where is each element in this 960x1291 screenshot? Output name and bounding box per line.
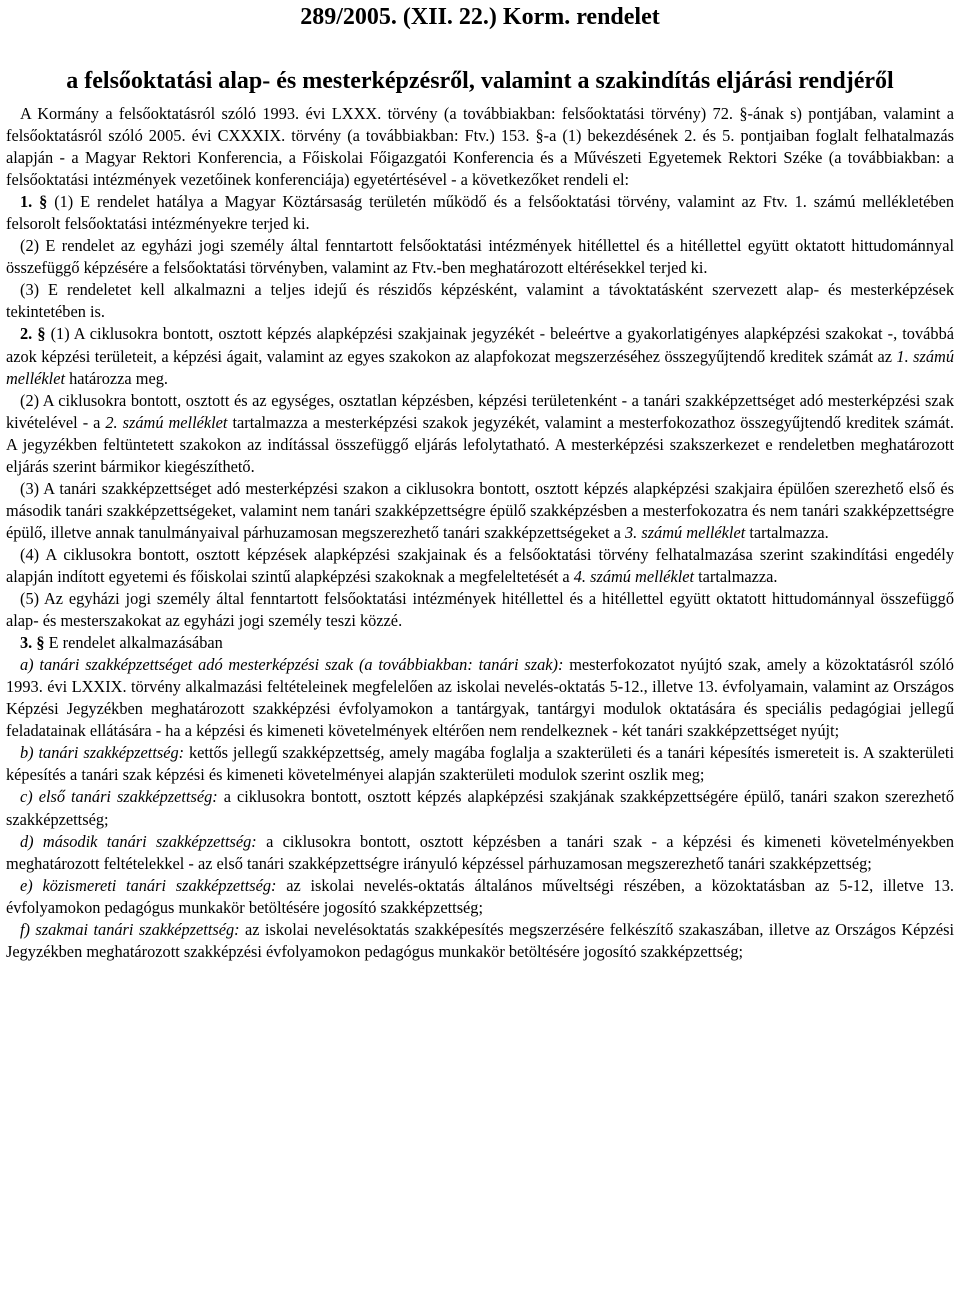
paragraph-text: tartalmazza a mesterképzési szakok jegyzékét, valamint a mesterfokozathoz összegyűjtendő kreditek számát. A jegyzékben feltüntetett szakokon az indítással összefüggő eljárás lefolytatható. A mesterképzési szakszerkezet e rendeletben meghatározott eljárás szerint bármikor kiegészíthető. [6, 412, 954, 476]
section-2-paragraph-2 [6, 390, 954, 478]
definition-text: a ciklusokra bontott, osztott képzésben a tanári szak - a képzési és kimeneti követelményekben meghatározott feltételekkel - az első tanári szakképzettségre irányuló képzéssel párhuzamosan megszerezhető tanári szakképzettség; [6, 831, 954, 873]
defined-term: e) közismereti tanári szakképzettség: [20, 875, 277, 895]
paragraph-text: tartalmazza. [745, 522, 829, 542]
section-number: 2. § [20, 324, 46, 344]
preamble: A Kormány a felsőoktatásról szóló 1993. évi LXXX. törvény (a továbbiakban: felsőoktatási törvény) 72. §-ának s) pontjában, valamint a felsőoktatásról szóló 2005. évi CXXXIX. törvény (a továbbiakban: Ftv.) 153. §-a (1) bekezdésének 2. és 5. pontjaiban foglalt felhatalmazás alapján - a Magyar Rektori Konferencia, a Főiskolai Főigazgatói Konferencia és a Művészeti Egyetemek Rektori Széke (a továbbiakban: a felsőoktatási intézmények vezetőinek konferenciája) egyetértésével - a következőket rendeli el: [6, 104, 954, 190]
section-1-paragraph-2: (2) E rendelet az egyházi jogi személy által fenntartott felsőoktatási intézmények hitéllettel és a hitéllettel együtt oktatott hittudománnyal összefüggő képzésére a felsőoktatási törvényben, valamint az Ftv.-ben meghatározott eltérésekkel terjed ki. [6, 236, 954, 278]
annex-reference: 4. számú melléklet [573, 566, 695, 586]
annex-reference: 2. számú melléklet [105, 412, 228, 432]
defined-term: d) második tanári szakképzettség: [20, 831, 257, 851]
defined-term: b) tanári szakképzettség: [20, 743, 185, 763]
section-number: 3. § [20, 633, 45, 653]
paragraph-text: határozza meg. [64, 368, 168, 388]
definition-a [6, 654, 954, 742]
definition-d [6, 831, 954, 875]
definition-f [6, 919, 954, 963]
section-number: 1. § [20, 192, 48, 212]
defined-term: c) első tanári szakképzettség: [20, 787, 218, 807]
section-1-paragraph-1 [6, 191, 954, 235]
document-subtitle: a felsőoktatási alap- és mesterképzésről, valamint a szakindítás eljárási rendjéről [66, 68, 894, 94]
paragraph-text: (4) A ciklusokra bontott, osztott képzések alapképzési szakjainak és a felsőoktatási törvény felhatalmazása szerint szakindítási engedély alapján indított egyetemi és főiskolai szintű alapképzési szakoknak a megfeleltetését a [6, 544, 954, 586]
annex-reference: 1. számú melléklet [6, 346, 954, 388]
paragraph-text: (1) E rendelet hatálya a Magyar Köztársaság területén működő és a felsőoktatási törvény, valamint az Ftv. 1. számú mellékletében felsorolt felsőoktatási intézményekre terjed ki. [6, 192, 955, 234]
section-2-paragraph-1 [6, 323, 954, 389]
section-1-paragraph-3: (3) E rendeletet kell alkalmazni a teljes idejű és részidős képzésként, valamint a távoktatásként szervezett alap- és mesterképzések tekintetében is. [6, 280, 954, 322]
defined-term: f) szakmai tanári szakképzettség: [20, 919, 240, 939]
section-2-paragraph-4 [6, 544, 954, 588]
definition-e [6, 875, 954, 919]
paragraph-text: E rendelet alkalmazásában [48, 633, 223, 653]
paragraph-text: (1) A ciklusokra bontott, osztott képzés alapképzési szakjainak jegyzékét - beleértve a gyakorlatigényes alapképzési szakokat -, továbbá azok képzési területeit, a képzési ágait, valamint az egyes szakokon az alapfokozat megszerzéséhez összegyűjtendő kreditek számát az [6, 324, 954, 366]
definition-b [6, 742, 954, 786]
definition-text: a ciklusokra bontott, osztott képzés alapképzési szakjának szakképzettségére épülő, tanári szakon szerezhető szakképzettség; [6, 787, 954, 829]
definition-text: mesterfokozatot nyújtó szak, amely a közoktatásról szóló 1993. évi LXXIX. törvény alkalmazási feltételeinek megfelelően az iskolai nevelés-oktatás 5-12., illetve 13. évfolyamain, valamint az Országos Képzési Jegyzékben meghatározott szakképzési évfolyamokon a tantárgyak, tantárgyi modulok oktatására és speciális pedagógiai jellegű feladatainak ellátására - ha a képzési és kimeneti követelmények eltérően nem rendelkeznek - két tanári szakképzettséget nyújt; [6, 655, 954, 741]
definition-c [6, 786, 954, 830]
paragraph-text: (3) A tanári szakképzettséget adó mesterképzési szakon a ciklusokra bontott, osztott képzés alapképzési szakjaira épülően szerezhető első és második tanári szakképzettségeket, valamint nem tanári szakképzettségre épülő szakképzésben a mesterfokozatra és nem tanári szakképzettségre épülő, illetve annak tanulmányaival párhuzamosan megszerezhető tanári szakképzettségeket a [6, 478, 954, 542]
document-title: 289/2005. (XII. 22.) Korm. rendelet [300, 4, 660, 30]
paragraph-text: tartalmazza. [694, 566, 778, 586]
definition-text: az iskolai nevelés-oktatás általános műveltségi részében, a közoktatásban az 5-12, illetve 13. évfolyamokon pedagógus munkakör betöltésére jogosító szakképzettség; [6, 875, 954, 917]
annex-reference: 3. számú melléklet [624, 522, 746, 542]
document-body [6, 103, 954, 963]
paragraph-text: (2) A ciklusokra bontott, osztott és az egységes, osztatlan képzésben, képzési területenként - a tanári szakképzettséget adó mesterképzési szak kivételével - a [6, 390, 954, 432]
section-2-paragraph-5: (5) Az egyházi jogi személy által fenntartott felsőoktatási intézmények hitéllettel és a hitéllettel együtt oktatott hittudománnyal összefüggő alap- és mesterszakokat az egyházi jogi személy teszi közzé. [6, 589, 954, 631]
section-2-paragraph-3 [6, 478, 954, 544]
section-3-intro [6, 632, 954, 654]
defined-term: a) tanári szakképzettséget adó mesterképzési szak (a továbbiakban: tanári szak): [20, 655, 564, 675]
definition-text: az iskolai nevelésoktatás szakképesítés megszerzésére felkészítő szakaszában, illetve az Országos Képzési Jegyzékben meghatározott szakképzési évfolyamokon pedagógus munkakör betöltésére jogosító szakképzettség; [6, 919, 954, 961]
definition-text: kettős jellegű szakképzettség, amely magába foglalja a szakterületi és a tanári képesítés ismereteit is. A szakterületi képesítés a tanári szak képzési és kimeneti követelményei alapján szakterületi modulok szerint oszlik meg; [6, 743, 954, 785]
